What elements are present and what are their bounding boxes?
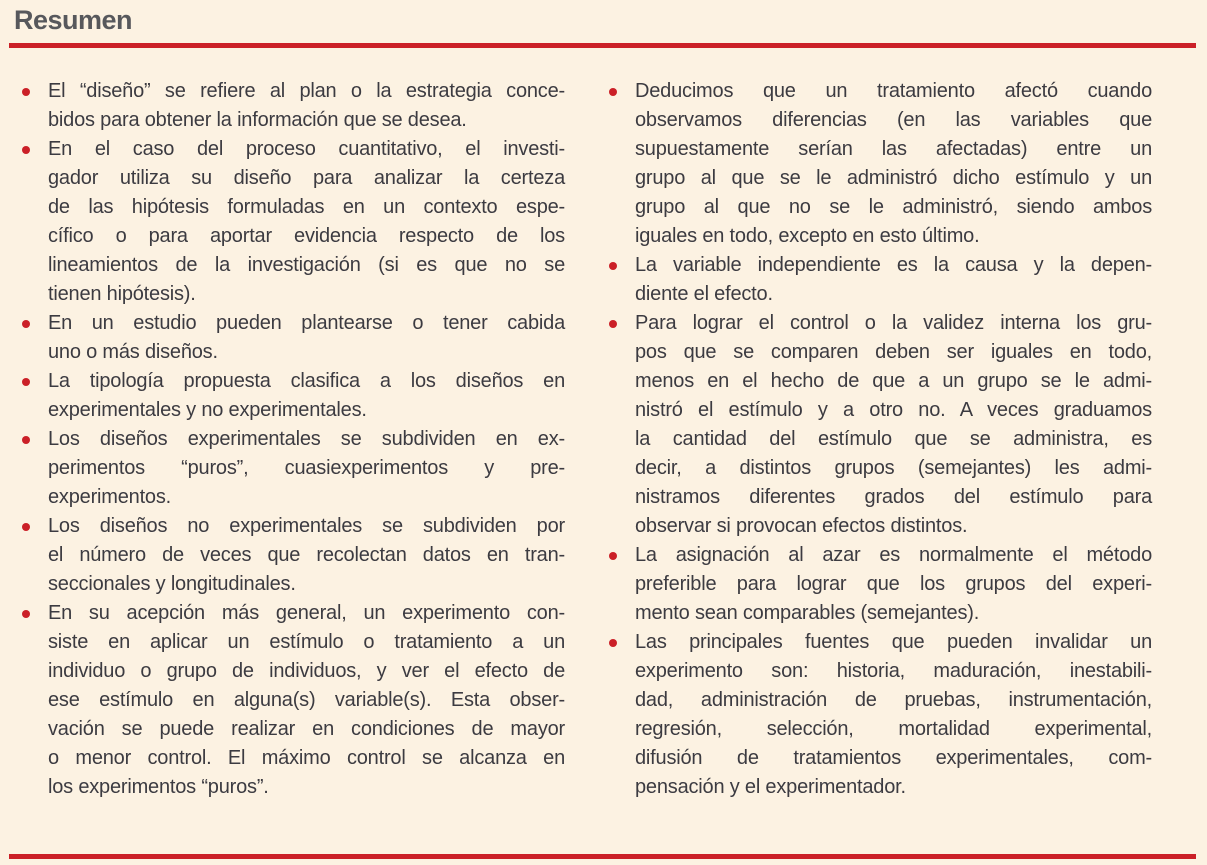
bullet-icon [20, 425, 48, 512]
text-line: Los diseños experimentales se subdividen en ex- [48, 428, 565, 450]
text-line: menos en el hecho de que a un grupo se le admi- [635, 370, 1152, 392]
text-line: La variable independiente es la causa y la depen- [635, 254, 1152, 276]
text-line: pos que se comparen deben ser iguales en todo, [635, 341, 1152, 363]
text-line: En un estudio pueden plantearse o tener cabida [48, 312, 565, 334]
bullet-item [607, 251, 1152, 309]
bullet-item [607, 309, 1152, 541]
text-line: decir, a distintos grupos (semejantes) les admi- [635, 457, 1152, 479]
text-line: La asignación al azar es normalmente el método [635, 544, 1152, 566]
bullet-text [48, 599, 565, 802]
bullet-text [48, 77, 565, 135]
text-line: La tipología propuesta clasifica a los diseños en [48, 370, 565, 392]
bullet-item [607, 541, 1152, 628]
text-line: uno o más diseños. [48, 341, 218, 363]
text-line: El “diseño” se refiere al plan o la estrategia conce- [48, 80, 565, 102]
bullet-icon [20, 512, 48, 599]
bullet-icon [20, 367, 48, 425]
text-line: de las hipótesis formuladas en un contexto espe- [48, 196, 565, 218]
text-line: supuestamente serían las afectadas) entre un [635, 138, 1152, 160]
bullet-text [635, 77, 1152, 251]
bullet-icon [20, 135, 48, 309]
bullet-item [20, 512, 565, 599]
bullet-item [20, 599, 565, 802]
text-line: lineamientos de la investigación (si es que no se [48, 254, 565, 276]
text-line: nistró el estímulo y a otro no. A veces graduamos [635, 399, 1152, 421]
bullet-item [607, 77, 1152, 251]
text-line: el número de veces que recolectan datos en tran- [48, 544, 565, 566]
bullet-text [48, 367, 565, 425]
text-line: perimentos “puros”, cuasiexperimentos y pre- [48, 457, 565, 479]
bullet-icon [607, 77, 635, 251]
bullet-item [20, 135, 565, 309]
bullet-text [635, 628, 1152, 802]
text-line: pensación y el experimentador. [635, 776, 906, 798]
text-line: dad, administración de pruebas, instrumentación, [635, 689, 1152, 711]
bullet-text [635, 309, 1152, 541]
text-line: experimentos. [48, 486, 172, 508]
bullet-icon [607, 251, 635, 309]
text-line: la cantidad del estímulo que se administra, es [635, 428, 1152, 450]
bullet-text [48, 512, 565, 599]
text-line: iguales en todo, excepto en esto último. [635, 225, 980, 247]
bullet-item [20, 77, 565, 135]
text-line: individuo o grupo de individuos, y ver el efecto de [48, 660, 565, 682]
text-line: vación se puede realizar en condiciones de mayor [48, 718, 565, 740]
text-line: siste en aplicar un estímulo o tratamiento a un [48, 631, 565, 653]
bullet-item [20, 425, 565, 512]
text-line: grupo al que se le administró dicho estímulo y un [635, 167, 1152, 189]
text-line: grupo al que no se le administró, siendo ambos [635, 196, 1152, 218]
bullet-icon [20, 309, 48, 367]
bullet-item [20, 367, 565, 425]
text-line: o menor control. El máximo control se alcanza en [48, 747, 565, 769]
text-line: experimentales y no experimentales. [48, 399, 367, 421]
text-line: tienen hipótesis). [48, 283, 196, 305]
text-line: observar si provocan efectos distintos. [635, 515, 968, 537]
text-line: En su acepción más general, un experimento con- [48, 602, 565, 624]
text-line: gador utiliza su diseño para analizar la certeza [48, 167, 565, 189]
text-line: ese estímulo en alguna(s) variable(s). Esta obser- [48, 689, 565, 711]
bullet-item [20, 309, 565, 367]
text-line: cífico o para aportar evidencia respecto de los [48, 225, 565, 247]
bullet-text [48, 309, 565, 367]
bottom-rule [9, 854, 1196, 859]
text-line: observamos diferencias (en las variables que [635, 109, 1152, 131]
bullet-text [48, 135, 565, 309]
bullet-icon [20, 599, 48, 802]
text-line: Deducimos que un tratamiento afectó cuando [635, 80, 1152, 102]
text-line: Las principales fuentes que pueden invalidar un [635, 631, 1152, 653]
bullet-item [607, 628, 1152, 802]
text-line: diente el efecto. [635, 283, 773, 305]
bullet-icon [607, 628, 635, 802]
text-line: nistramos diferentes grados del estímulo para [635, 486, 1152, 508]
text-line: Para lograr el control o la validez interna los gru- [635, 312, 1152, 334]
summary-column-right [607, 77, 1152, 802]
text-line: En el caso del proceso cuantitativo, el investi- [48, 138, 565, 160]
bullet-icon [607, 309, 635, 541]
summary-column-left [20, 77, 565, 802]
bullet-text [48, 425, 565, 512]
text-line: experimento son: historia, maduración, inestabili- [635, 660, 1152, 682]
bullet-text [635, 251, 1152, 309]
section-title: Resumen [14, 5, 133, 35]
text-line: bidos para obtener la información que se desea. [48, 109, 467, 131]
text-line: mento sean comparables (semejantes). [635, 602, 980, 624]
top-rule [9, 43, 1196, 48]
text-line: seccionales y longitudinales. [48, 573, 296, 595]
text-line: difusión de tratamientos experimentales, com- [635, 747, 1152, 769]
text-line: los experimentos “puros”. [48, 776, 269, 798]
text-line: Los diseños no experimentales se subdividen por [48, 515, 565, 537]
text-line: preferible para lograr que los grupos del experi- [635, 573, 1152, 595]
text-line: regresión, selección, mortalidad experimental, [635, 718, 1152, 740]
summary-columns [20, 77, 1152, 802]
bullet-icon [20, 77, 48, 135]
bullet-icon [607, 541, 635, 628]
bullet-text [635, 541, 1152, 628]
